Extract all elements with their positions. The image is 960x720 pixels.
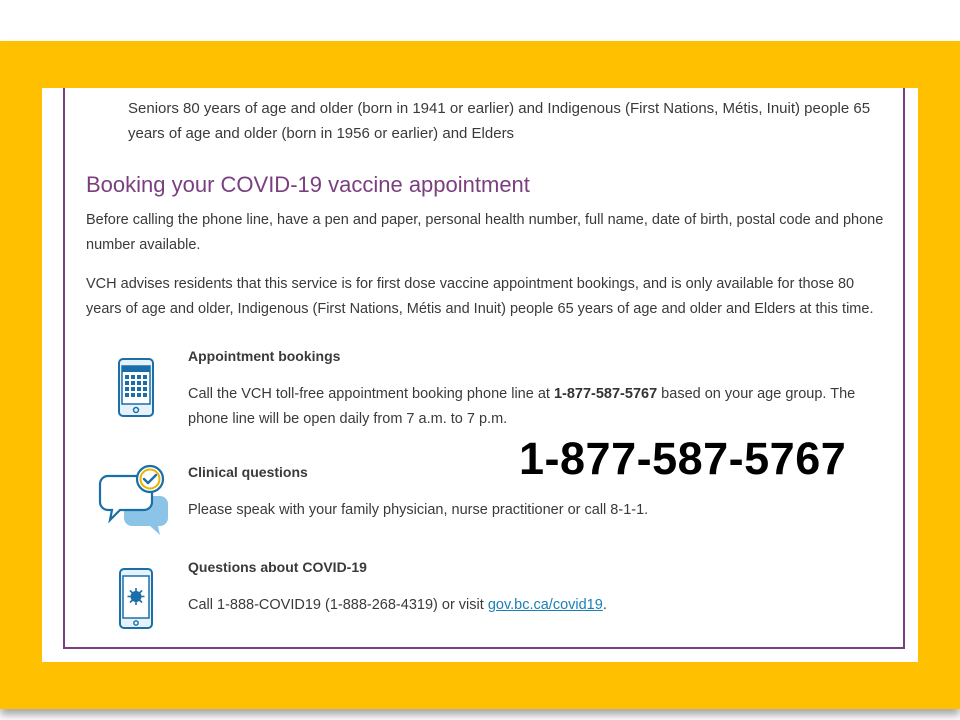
appointment-bookings-text: Call the VCH toll-free appointment booking phone line at 1-877-587-5767 based on your age group. The phone line will be open daily from 7 a.m. to 7 p.m. xyxy=(188,386,856,427)
preparation-paragraph: Before calling the phone line, have a pen and paper, personal health number, full name, date of birth, postal code and phone number available. xyxy=(86,212,884,253)
highlighted-phone-number: 1-877-587-5767 xyxy=(519,433,847,484)
calendar-phone-icon xyxy=(116,358,156,418)
clinical-questions-title: Clinical questions xyxy=(188,464,308,480)
section-heading: Booking your COVID-19 vaccine appointment xyxy=(86,172,530,197)
booking-phone-number: 1-877-587-5767 xyxy=(553,386,658,402)
webpage-screenshot xyxy=(42,88,918,662)
virus-phone-icon xyxy=(118,568,154,630)
covid-questions-text: Call 1-888-COVID19 (1-888-268-4319) or visit gov.bc.ca/covid19. xyxy=(188,597,607,613)
covid-questions-title: Questions about COVID-19 xyxy=(188,559,367,575)
chat-check-icon xyxy=(98,462,174,538)
appointment-bookings-title: Appointment bookings xyxy=(188,348,341,364)
eligibility-paragraph: VCH advises residents that this service is for first dose vaccine appointment bookings, and is only available for those 80 years of age and older, Indigenous (First Nations, Métis and Inuit) people 65 years of age and older and Elders at this time. xyxy=(86,276,874,317)
clinical-questions-text: Please speak with your family physician, nurse practitioner or call 8-1-1. xyxy=(188,502,649,518)
covid-info-link[interactable]: gov.bc.ca/covid19 xyxy=(487,597,603,613)
eligibility-bullet-text: Seniors 80 years of age and older (born in 1941 or earlier) and Indigenous (First Nations, Métis, Inuit) people 65 years of age and older (born in 1956 or earlier) and Elders xyxy=(128,100,871,142)
